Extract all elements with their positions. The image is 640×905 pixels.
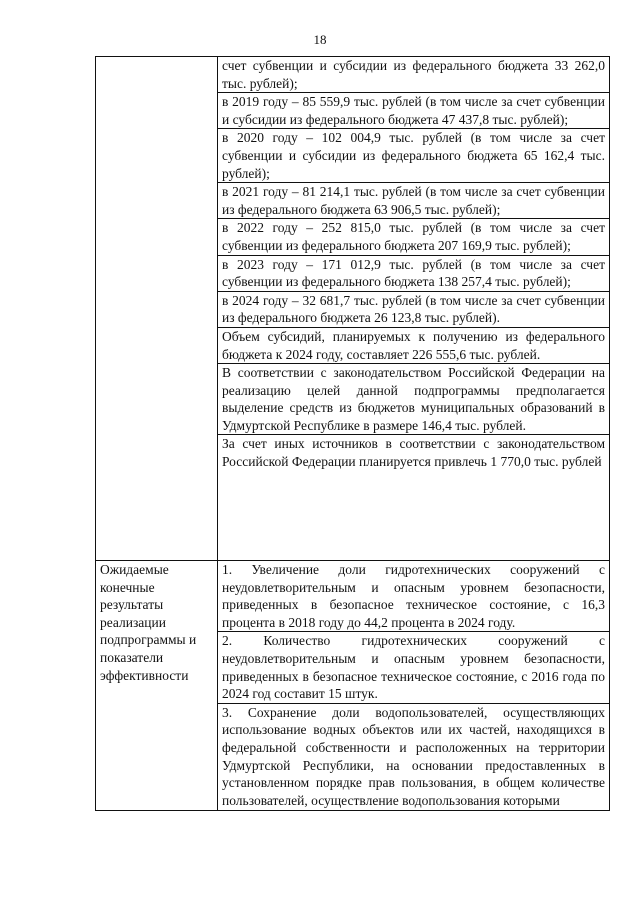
table-row-financing — [96, 57, 610, 561]
page-number: 18 — [313, 32, 327, 47]
paragraph: 3. Сохранение доли водопользователей, осуществляющих использование водных объектов или их частей, находящихся в федеральной собственности и расположенных на территории Удмуртской Республики, на основании предоставленных в установленном порядке прав пользования, в общем количестве пользователей, осуществление водопользования которыми — [218, 703, 609, 810]
paragraph: счет субвенции и субсидии из федерального бюджета 33 262,0 тыс. рублей); — [222, 58, 605, 91]
row-label-financing — [96, 57, 218, 561]
paragraph: За счет иных источников в соответствии с законодательством Российской Федерации планируется привлечь 1 770,0 тыс. рублей — [218, 434, 609, 470]
paragraph: в 2022 году – 252 815,0 тыс. рублей (в том числе за счет субвенции из федерального бюджета 207 169,9 тыс. рублей); — [218, 218, 609, 254]
row-content-results — [218, 561, 610, 811]
row-label-text: Ожидаемые конечные результаты реализации подпрограммы и показатели эффективности — [100, 562, 197, 683]
paragraph: в 2019 году – 85 559,9 тыс. рублей (в том числе за счет субвенции и субсидии из федерального бюджета 47 437,8 тыс. рублей); — [218, 92, 609, 128]
row-label-results — [96, 561, 218, 811]
paragraph: Объем субсидий, планируемых к получению из федерального бюджета к 2024 году, составляет 226 555,6 тыс. рублей. — [218, 327, 609, 363]
paragraph: 1. Увеличение доли гидротехнических сооружений с неудовлетворительным и опасным уровнем безопасности, приведенных в безопасное техническое состояние, с 16,3 процента в 2018 году до 44,2 процента в 2024 году. — [222, 562, 605, 630]
paragraph: в 2020 году – 102 004,9 тыс. рублей (в том числе за счет субвенции и субсидии из федерального бюджета 65 162,4 тыс. рублей); — [218, 128, 609, 182]
paragraph: в 2021 году – 81 214,1 тыс. рублей (в том числе за счет субвенции из федерального бюджета 63 906,5 тыс. рублей); — [218, 182, 609, 218]
paragraph: В соответствии с законодательством Российской Федерации на реализацию целей данной подпрограммы предполагается выделение средств из бюджетов муниципальных образований в Удмуртской Республике в размере 146,4 тыс. рублей. — [218, 363, 609, 434]
table-row-results — [96, 561, 610, 811]
passport-table — [95, 56, 610, 811]
paragraph: 2. Количество гидротехнических сооружений с неудовлетворительным и опасным уровнем безопасности, приведенных в безопасное техническое состояние, с 2016 года по 2024 год составит 15 штук. — [218, 631, 609, 702]
paragraph: в 2024 году – 32 681,7 тыс. рублей (в том числе за счет субвенции из федерального бюджета 26 123,8 тыс. рублей). — [218, 291, 609, 327]
paragraph: в 2023 году – 171 012,9 тыс. рублей (в том числе за счет субвенции из федерального бюджета 138 257,4 тыс. рублей); — [218, 255, 609, 291]
row-content-financing — [218, 57, 610, 561]
